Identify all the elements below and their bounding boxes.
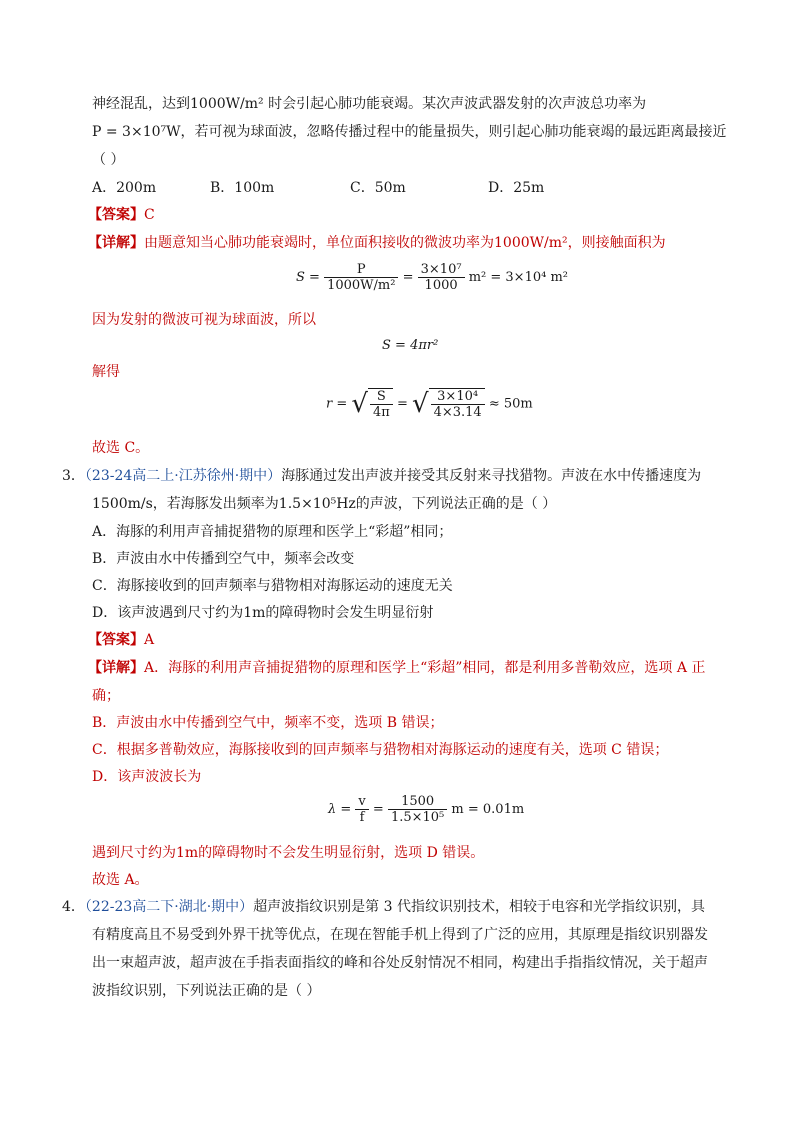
question-source: （22-23高二下·湖北·期中）: [84, 899, 254, 915]
q2-answer: [88, 205, 155, 225]
q2-option-b: B．100m: [210, 180, 275, 196]
eq-fraction-2: $\frac{\text{3×10⁷}}{1000}$: [418, 262, 465, 293]
q2-conclusion: 故选 C。: [92, 440, 150, 456]
q2-stem-line-3: （ ）: [92, 152, 125, 168]
eq-sqrt-fraction-2: $\frac{\text{3×10⁴}}{4\times 3.14}$: [431, 389, 485, 420]
q3-option-d: D．该声波遇到尺寸约为1m的障碍物时会发生明显衍射: [92, 605, 434, 621]
q2-stem-line-1: 神经混乱，达到1000W/m² 时会引起心肺功能衰竭。某次声波武器发射的次声波总功率为: [92, 96, 647, 112]
eq-fraction-2: $\frac{1500}{\text{1.5×10⁵}}$: [388, 794, 447, 825]
answer-value: C: [144, 207, 155, 223]
q4-stem-line-1: 4．（22-23高二下·湖北·期中）超声波指纹识别是第 3 代指纹识别技术，相较于电容和光学指纹识别，具: [62, 899, 705, 915]
question-source: （23-24高二上·江苏徐州·期中）: [84, 468, 282, 484]
q3-detail-a-line-1: [88, 658, 705, 678]
q2-option-a: A．200m: [92, 180, 157, 196]
q4-stem-line-2: 有精度高且不易受到外界干扰等优点，在现在智能手机上得到了广泛的应用，其原理是指纹识别器发: [92, 927, 708, 943]
eq-fraction-1: $\frac{v}{f}$: [355, 794, 368, 825]
q2-equation-area: S = $\frac{P}{\text{1000W/m²}}$ = $\frac{\text{3×10⁷}}{1000}$ m² = 3×10⁴ m²: [296, 262, 568, 293]
eq-lhs: S =: [296, 270, 320, 285]
q2-option-d: D．25m: [488, 180, 545, 196]
eq-fraction-1: $\frac{P}{\text{1000W/m²}}$: [324, 262, 398, 293]
answer-tag: 【答案】: [88, 207, 144, 223]
q3-equation-wavelength: λ = $\frac{v}{f}$ = $\frac{1500}{\text{1.5×10⁵}}$ m = 0.01m: [328, 794, 525, 825]
detail-text: 由题意知当心肺功能衰竭时，单位面积接收的微波功率为1000W/m²，则接触面积为: [144, 235, 666, 251]
q3-option-c: C．海豚接收到的回声频率与猎物相对海豚运动的速度无关: [92, 578, 453, 594]
q3-detail-a-line-2: 确；: [92, 688, 120, 704]
q3-conclusion: 故选 A。: [92, 872, 149, 888]
question-number: 4．: [62, 899, 85, 915]
question-number: 3．: [62, 468, 85, 484]
q3-option-b: B．声波由水中传播到空气中，频率会改变: [92, 551, 355, 567]
q4-stem-line-3: 出一束超声波，超声波在手指表面指纹的峰和谷处反射情况不相同，构建出手指指纹情况，关于超声: [92, 955, 708, 971]
q2-equation-radius: r = √ $\frac{S}{4\pi}$ = √ $\frac{\text{3×10⁴}}{4\times 3.14}$ ≈ 50m: [326, 389, 533, 420]
answer-tag: 【答案】: [88, 632, 144, 648]
q3-stem-line-2: 1500m/s，若海豚发出频率为1.5×10⁵Hz的声波，下列说法正确的是（ ）: [92, 496, 557, 512]
q2-option-c: C．50m: [350, 180, 406, 196]
detail-tag: 【详解】: [88, 235, 144, 251]
q2-stem-line-2: P = 3×10⁷W，若可视为球面波，忽略传播过程中的能量损失，则引起心肺功能衰竭的最远距离最接近: [92, 124, 727, 140]
q4-stem-line-4: 波指纹识别，下列说法正确的是（ ）: [92, 983, 321, 999]
q3-detail-d: D．该声波波长为: [92, 769, 202, 785]
q3-stem-line-1: 3．（23-24高二上·江苏徐州·期中）海豚通过发出声波并接受其反射来寻找猎物。声波在水中传播速度为: [62, 468, 702, 484]
detail-text: A．海豚的利用声音捕捉猎物的原理和医学上“彩超”相同，都是利用多普勒效应，选项 A 正: [144, 660, 706, 676]
q2-detail-line-3: 解得: [92, 364, 120, 380]
q2-equation-sphere: S = 4πr²: [382, 338, 439, 353]
eq-sqrt-fraction-1: $\frac{S}{4\pi}$: [370, 389, 393, 420]
q3-detail-e: 遇到尺寸约为1m的障碍物时不会发生明显衍射，选项 D 错误。: [92, 845, 485, 861]
q3-detail-b: B．声波由水中传播到空气中，频率不变，选项 B 错误；: [92, 715, 444, 731]
q2-detail-line-2: 因为发射的微波可视为球面波，所以: [92, 312, 316, 328]
q3-detail-c: C．根据多普勒效应，海豚接收到的回声频率与猎物相对海豚运动的速度有关，选项 C 错误；: [92, 742, 669, 758]
detail-tag: 【详解】: [88, 660, 144, 676]
q3-answer: [88, 630, 154, 650]
q3-option-a: A．海豚的利用声音捕捉猎物的原理和医学上“彩超”相同；: [92, 524, 453, 540]
q2-detail-line-1: [88, 233, 666, 253]
answer-value: A: [144, 632, 155, 648]
